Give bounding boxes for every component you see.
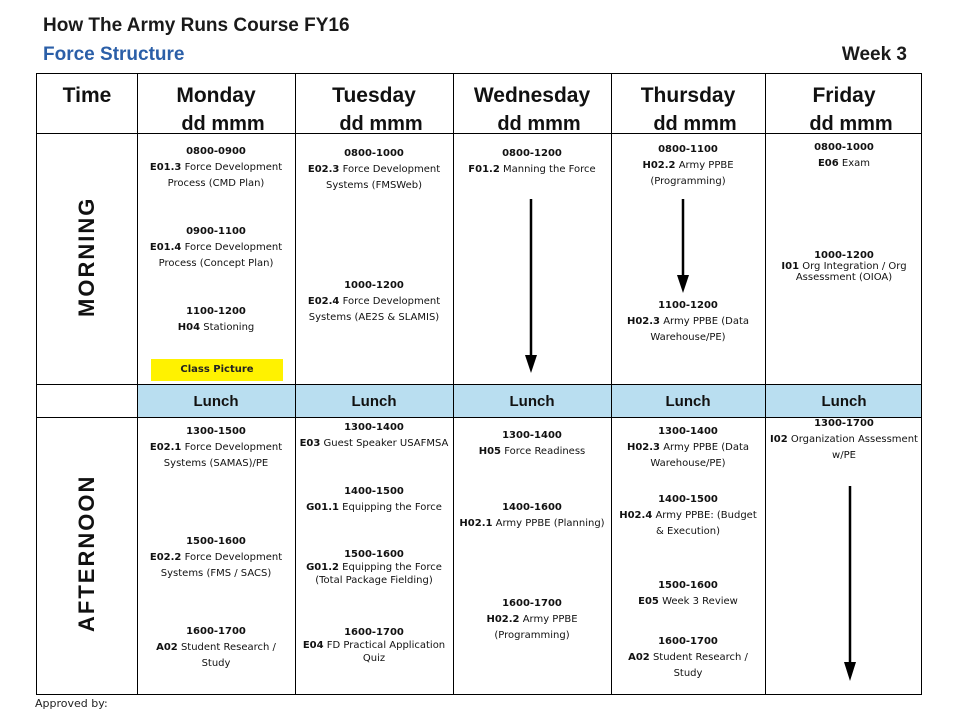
session-item: 1400-1500 H02.4 Army PPBE: (Budget & Execution) <box>619 494 757 537</box>
arrow-down-icon <box>677 199 689 294</box>
session-item: 0800-1000 E06 Exam <box>814 142 874 169</box>
session-item: 1100-1200 H02.3 Army PPBE (Data Warehouse/PE) <box>626 300 750 343</box>
arrow-down-icon <box>525 199 537 374</box>
session-item: 0800-0900 E01.3 Force Development Process (CMD Plan) <box>149 146 283 189</box>
header-wednesday: Wednesday dd mmm <box>473 84 591 135</box>
session-item: 1300-1400 H02.3 Army PPBE (Data Warehouse/PE) <box>626 426 750 469</box>
header-time: Time <box>62 84 112 107</box>
page-subtitle: Force Structure <box>43 44 185 65</box>
row-divider <box>37 384 921 385</box>
approved-by-label: Approved by: <box>35 697 108 710</box>
session-item: 0800-1100 H02.2 Army PPBE (Programming) <box>642 144 734 187</box>
session-item: 1500-1600 G01.2 Equipping the Force (Total Package Fielding) <box>306 549 442 586</box>
page-title: How The Army Runs Course FY16 <box>43 15 350 36</box>
session-item: 1300-1400 H05 Force Readiness <box>478 430 586 457</box>
session-item: 1600-1700 H02.2 Army PPBE (Programming) <box>486 598 578 641</box>
session-item: 1300-1700 I02 Organization Assessment w/PE <box>770 418 918 461</box>
lunch-tuesday: Lunch <box>351 393 397 410</box>
session-item: 0900-1100 E01.4 Force Development Process (Concept Plan) <box>149 226 283 269</box>
morning-label: MORNING <box>74 196 99 317</box>
session-item: 0800-1000 E02.3 Force Development Systems (FMSWeb) <box>307 148 441 191</box>
lunch-wednesday: Lunch <box>509 393 555 410</box>
header-friday: Friday dd mmm <box>809 84 893 135</box>
session-item: 1600-1700 A02 Student Research / Study <box>628 636 748 679</box>
afternoon-label: AFTERNOON <box>74 474 99 632</box>
session-item: 1600-1700 E04 FD Practical Application Quiz <box>302 627 446 664</box>
header-monday: Monday dd mmm <box>176 84 265 135</box>
session-item: 1000-1200 E02.4 Force Development Systems (AE2S & SLAMIS) <box>307 280 441 323</box>
session-item: 1300-1500 E02.1 Force Development Systems (SAMAS)/PE <box>149 426 283 469</box>
header-thursday: Thursday dd mmm <box>640 84 737 135</box>
session-item: 1300-1400 E03 Guest Speaker USAFMSA <box>299 422 449 449</box>
session-item: 1400-1600 H02.1 Army PPBE (Planning) <box>459 502 605 529</box>
session-item: 1600-1700 A02 Student Research / Study <box>156 626 276 669</box>
arrow-down-icon <box>844 486 856 682</box>
header-tuesday: Tuesday dd mmm <box>332 84 423 135</box>
week-label: Week 3 <box>841 44 907 65</box>
session-item: 1000-1200 I01 Org Integration / Org Assessment (OIOA) <box>781 250 907 283</box>
schedule-table <box>36 73 922 695</box>
session-item: 1400-1500 G01.1 Equipping the Force <box>306 486 442 513</box>
lunch-monday: Lunch <box>193 393 239 410</box>
session-item: 1500-1600 E02.2 Force Development Systems (FMS / SACS) <box>149 536 283 579</box>
class-picture-badge: Class Picture <box>151 359 283 381</box>
session-item: 0800-1200 F01.2 Manning the Force <box>468 148 596 175</box>
session-item: 1100-1200 H04 Stationing <box>177 306 255 333</box>
lunch-friday: Lunch <box>821 393 867 410</box>
session-item: 1500-1600 E05 Week 3 Review <box>638 580 738 607</box>
lunch-thursday: Lunch <box>665 393 711 410</box>
